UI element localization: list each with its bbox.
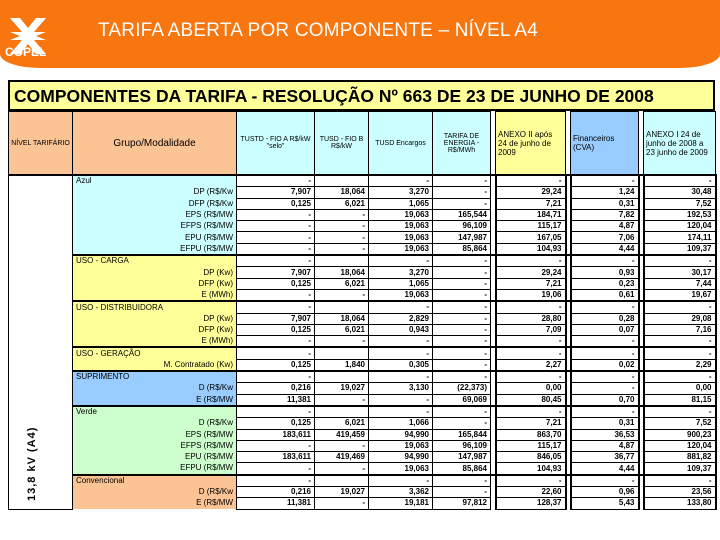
group-row — [9, 475, 716, 487]
value-cell: - — [571, 475, 639, 487]
modality-label: D (R$/Kw — [73, 487, 237, 498]
value-cell: - — [237, 255, 315, 267]
group-row — [9, 175, 716, 187]
value-cell: - — [315, 336, 369, 348]
value-cell: 0,93 — [571, 267, 639, 278]
value-cell: 19,063 — [369, 243, 433, 255]
value-cell: - — [433, 187, 491, 198]
value-cell: - — [315, 243, 369, 255]
value-cell: - — [571, 336, 639, 348]
value-cell: 19,06 — [496, 289, 566, 301]
value-cell: 19,027 — [315, 383, 369, 394]
value-cell: - — [571, 383, 639, 394]
value-cell: - — [571, 406, 639, 418]
value-cell: - — [571, 175, 639, 187]
value-cell: 0,70 — [571, 394, 639, 406]
header-anexo-i: ANEXO I 24 de junho de 2008 a 23 junho de 2009 — [644, 112, 716, 176]
modality-label: EFPS (R$/MW — [73, 221, 237, 232]
value-cell: 7,44 — [644, 278, 716, 289]
value-cell: 1,065 — [369, 278, 433, 289]
value-cell: 30,17 — [644, 267, 716, 278]
value-cell: - — [369, 371, 433, 383]
value-cell: 30,48 — [644, 187, 716, 198]
value-cell: 3,362 — [369, 487, 433, 498]
group-label: Azul — [73, 175, 237, 187]
value-cell: 19,67 — [644, 289, 716, 301]
value-cell: 0,125 — [237, 418, 315, 429]
table-row — [9, 463, 716, 475]
value-cell: - — [433, 267, 491, 278]
value-cell: 36,53 — [571, 429, 639, 440]
table-row — [9, 267, 716, 278]
value-cell: - — [315, 221, 369, 232]
value-cell: 28,80 — [496, 313, 566, 324]
value-cell: 115,17 — [496, 221, 566, 232]
header-grupo: Grupo/Modalidade — [73, 112, 237, 176]
value-cell: 120,04 — [644, 440, 716, 451]
table-row — [9, 324, 716, 335]
group-row — [9, 301, 716, 313]
value-cell: 85,864 — [433, 463, 491, 475]
value-cell: - — [433, 406, 491, 418]
value-cell — [315, 301, 369, 313]
value-cell: 0,96 — [571, 487, 639, 498]
value-cell: - — [369, 336, 433, 348]
value-cell: 0,02 — [571, 359, 639, 371]
modality-label: EFPU (R$/MW — [73, 463, 237, 475]
value-cell: 96,109 — [433, 221, 491, 232]
value-cell: 22,60 — [496, 487, 566, 498]
value-cell: 7,82 — [571, 209, 639, 220]
value-cell: - — [433, 175, 491, 187]
value-cell: 94,990 — [369, 429, 433, 440]
value-cell: 0,31 — [571, 198, 639, 209]
value-cell: 109,37 — [644, 463, 716, 475]
value-cell: - — [237, 232, 315, 243]
value-cell: 147,987 — [433, 232, 491, 243]
value-cell: - — [237, 336, 315, 348]
value-cell: 19,063 — [369, 463, 433, 475]
value-cell: 104,93 — [496, 243, 566, 255]
value-cell: 1,24 — [571, 187, 639, 198]
group-label: SUPRIMENTO — [73, 371, 237, 383]
value-cell: 863,70 — [496, 429, 566, 440]
value-cell: - — [237, 463, 315, 475]
value-cell: 7,52 — [644, 418, 716, 429]
header-tusd-fio-b: TUSD - FIO B R$/kW — [315, 112, 369, 176]
value-cell: - — [369, 347, 433, 359]
value-cell: 419,469 — [315, 452, 369, 463]
value-cell: 128,37 — [496, 498, 566, 509]
value-cell: 0,216 — [237, 487, 315, 498]
value-cell: 0,00 — [644, 383, 716, 394]
value-cell: 183,611 — [237, 452, 315, 463]
value-cell: - — [433, 289, 491, 301]
value-cell: 0,216 — [237, 383, 315, 394]
table-row — [9, 440, 716, 451]
value-cell — [315, 406, 369, 418]
group-row — [9, 371, 716, 383]
value-cell: 11,381 — [237, 498, 315, 509]
value-cell: 183,611 — [237, 429, 315, 440]
value-cell: - — [237, 301, 315, 313]
modality-label: EPS (R$/MW — [73, 209, 237, 220]
header-tustd: TUSTD - FIO A R$/kW "selo" — [237, 112, 315, 176]
value-cell: - — [644, 336, 716, 348]
value-cell: 0,00 — [496, 383, 566, 394]
value-cell: 419,459 — [315, 429, 369, 440]
value-cell: - — [571, 255, 639, 267]
value-cell: 7,16 — [644, 324, 716, 335]
value-cell: 7,21 — [496, 278, 566, 289]
table-row — [9, 418, 716, 429]
value-cell: - — [237, 243, 315, 255]
value-cell: - — [315, 289, 369, 301]
table-row — [9, 383, 716, 394]
value-cell: 29,24 — [496, 267, 566, 278]
value-cell: 6,021 — [315, 324, 369, 335]
table-body — [9, 175, 716, 509]
table-row — [9, 243, 716, 255]
value-cell: - — [433, 418, 491, 429]
value-cell: - — [644, 475, 716, 487]
tariff-table-container — [8, 80, 715, 510]
group-row — [9, 347, 716, 359]
value-cell: - — [315, 498, 369, 509]
value-cell: 109,37 — [644, 243, 716, 255]
header-tusd-encargos: TUSD Encargos — [369, 112, 433, 176]
modality-label: EPS (R$/MW — [73, 429, 237, 440]
value-cell: 36,77 — [571, 452, 639, 463]
value-cell: 7,21 — [496, 198, 566, 209]
value-cell: 0,61 — [571, 289, 639, 301]
value-cell: 2,27 — [496, 359, 566, 371]
value-cell: 3,270 — [369, 187, 433, 198]
group-label: Verde — [73, 406, 237, 418]
value-cell: 29,24 — [496, 187, 566, 198]
value-cell: - — [571, 347, 639, 359]
value-cell: 3,130 — [369, 383, 433, 394]
nivel-value: 13,8 kV (A4) — [26, 426, 38, 501]
value-cell: - — [237, 175, 315, 187]
value-cell: - — [644, 371, 716, 383]
value-cell: - — [496, 255, 566, 267]
table-row — [9, 359, 716, 371]
value-cell: - — [433, 255, 491, 267]
table-row — [9, 498, 716, 509]
value-cell: - — [315, 394, 369, 406]
table-row — [9, 394, 716, 406]
value-cell: 1,065 — [369, 198, 433, 209]
value-cell: 0,125 — [237, 198, 315, 209]
modality-label: DFP (R$/Kw — [73, 198, 237, 209]
value-cell: 2,29 — [644, 359, 716, 371]
value-cell: 29,08 — [644, 313, 716, 324]
value-cell: - — [315, 440, 369, 451]
group-label: Convencional — [73, 475, 237, 487]
value-cell: 120,04 — [644, 221, 716, 232]
value-cell: 80,45 — [496, 394, 566, 406]
table-row — [9, 278, 716, 289]
value-cell: 167,05 — [496, 232, 566, 243]
value-cell: - — [237, 221, 315, 232]
slide-title: TARIFA ABERTA POR COMPONENTE – NÍVEL A4 — [98, 20, 539, 41]
header-tarifa-energia: TARIFA DE ENERGIA - R$/MWh — [433, 112, 491, 176]
value-cell: 19,063 — [369, 289, 433, 301]
value-cell: 19,063 — [369, 209, 433, 220]
value-cell: 1,840 — [315, 359, 369, 371]
value-cell: - — [644, 301, 716, 313]
value-cell — [315, 475, 369, 487]
header-nivel: NÍVEL TARIFÁRIO — [9, 112, 73, 176]
value-cell: 900,23 — [644, 429, 716, 440]
table-row — [9, 429, 716, 440]
modality-label: E (R$/MW — [73, 498, 237, 509]
value-cell: - — [315, 209, 369, 220]
table-title: COMPONENTES DA TARIFA - RESOLUÇÃO Nº 663 DE 23 DE JUNHO DE 2008 — [8, 80, 715, 111]
value-cell: - — [496, 347, 566, 359]
nivel-cell — [9, 175, 73, 509]
value-cell: 19,063 — [369, 232, 433, 243]
value-cell: 165,844 — [433, 429, 491, 440]
table-row — [9, 289, 716, 301]
value-cell: 69,069 — [433, 394, 491, 406]
value-cell: 19,181 — [369, 498, 433, 509]
value-cell: 4,87 — [571, 221, 639, 232]
value-cell: 0,28 — [571, 313, 639, 324]
value-cell: 94,990 — [369, 452, 433, 463]
group-row — [9, 406, 716, 418]
group-label: USO - CARGA — [73, 255, 237, 267]
modality-label: EFPU (R$/MW — [73, 243, 237, 255]
value-cell: 7,907 — [237, 313, 315, 324]
modality-label: DP (R$/Kw — [73, 187, 237, 198]
value-cell — [315, 371, 369, 383]
tariff-table — [8, 111, 717, 510]
value-cell: 18,064 — [315, 267, 369, 278]
value-cell: 4,44 — [571, 463, 639, 475]
value-cell: - — [644, 406, 716, 418]
table-row — [9, 198, 716, 209]
value-cell: - — [433, 475, 491, 487]
group-label: USO - DISTRIBUIDORA — [73, 301, 237, 313]
value-cell: 104,93 — [496, 463, 566, 475]
header-financeiros: Financeiros (CVA) — [571, 112, 639, 176]
value-cell: - — [433, 324, 491, 335]
value-cell: - — [433, 347, 491, 359]
value-cell: - — [433, 371, 491, 383]
value-cell: - — [571, 301, 639, 313]
value-cell: 3,270 — [369, 267, 433, 278]
value-cell: - — [644, 175, 716, 187]
table-row — [9, 336, 716, 348]
modality-label: EPU (R$/MW — [73, 232, 237, 243]
modality-label: DFP (Kw) — [73, 324, 237, 335]
value-cell: 846,05 — [496, 452, 566, 463]
value-cell: 97,812 — [433, 498, 491, 509]
value-cell: 6,021 — [315, 418, 369, 429]
table-row — [9, 187, 716, 198]
value-cell: 85,864 — [433, 243, 491, 255]
value-cell: 23,56 — [644, 487, 716, 498]
value-cell: - — [496, 301, 566, 313]
value-cell: 0,23 — [571, 278, 639, 289]
modality-label: DP (Kw) — [73, 267, 237, 278]
value-cell — [315, 175, 369, 187]
value-cell: 0,31 — [571, 418, 639, 429]
value-cell: (22,373) — [433, 383, 491, 394]
slide-header — [0, 0, 720, 68]
modality-label: DP (Kw) — [73, 313, 237, 324]
value-cell: - — [369, 255, 433, 267]
value-cell: 0,125 — [237, 324, 315, 335]
value-cell: - — [496, 336, 566, 348]
value-cell: - — [496, 175, 566, 187]
value-cell: 6,021 — [315, 198, 369, 209]
value-cell: - — [369, 175, 433, 187]
value-cell: 7,52 — [644, 198, 716, 209]
value-cell: 0,125 — [237, 359, 315, 371]
value-cell: - — [433, 198, 491, 209]
value-cell: 7,09 — [496, 324, 566, 335]
value-cell: - — [237, 209, 315, 220]
value-cell: 7,06 — [571, 232, 639, 243]
value-cell: 19,063 — [369, 440, 433, 451]
value-cell: 1,066 — [369, 418, 433, 429]
table-row — [9, 487, 716, 498]
value-cell: 174,11 — [644, 232, 716, 243]
value-cell: 7,907 — [237, 267, 315, 278]
modality-label: EFPS (R$/MW — [73, 440, 237, 451]
value-cell: - — [433, 336, 491, 348]
value-cell: - — [433, 359, 491, 371]
value-cell: - — [433, 301, 491, 313]
value-cell: 133,80 — [644, 498, 716, 509]
value-cell: - — [433, 278, 491, 289]
value-cell: 0,305 — [369, 359, 433, 371]
value-cell: - — [315, 232, 369, 243]
value-cell: - — [644, 347, 716, 359]
modality-label: D (R$/Kw — [73, 383, 237, 394]
value-cell: - — [433, 313, 491, 324]
value-cell: 18,064 — [315, 187, 369, 198]
header-anexo-ii: ANEXO II após 24 de junho de 2009 — [496, 112, 566, 176]
value-cell: - — [369, 394, 433, 406]
value-cell: - — [644, 255, 716, 267]
value-cell: - — [237, 440, 315, 451]
value-cell: 4,44 — [571, 243, 639, 255]
value-cell: 192,53 — [644, 209, 716, 220]
modality-label: E (R$/MW — [73, 394, 237, 406]
value-cell: - — [237, 371, 315, 383]
value-cell: - — [496, 406, 566, 418]
value-cell: 881,82 — [644, 452, 716, 463]
value-cell: 19,063 — [369, 221, 433, 232]
value-cell: - — [369, 475, 433, 487]
value-cell: 0,07 — [571, 324, 639, 335]
value-cell: 165,544 — [433, 209, 491, 220]
value-cell: - — [496, 475, 566, 487]
value-cell — [315, 347, 369, 359]
value-cell: - — [315, 463, 369, 475]
group-row — [9, 255, 716, 267]
table-row — [9, 232, 716, 243]
value-cell: 81,15 — [644, 394, 716, 406]
value-cell: 0,943 — [369, 324, 433, 335]
table-row — [9, 209, 716, 220]
table-row — [9, 313, 716, 324]
value-cell: 5,43 — [571, 498, 639, 509]
value-cell: - — [433, 487, 491, 498]
table-row — [9, 221, 716, 232]
value-cell: 96,109 — [433, 440, 491, 451]
value-cell: 2,829 — [369, 313, 433, 324]
value-cell: - — [237, 475, 315, 487]
value-cell — [315, 255, 369, 267]
value-cell: 6,021 — [315, 278, 369, 289]
modality-label: D (R$/Kw — [73, 418, 237, 429]
value-cell: - — [237, 289, 315, 301]
modality-label: M. Contratado (Kw) — [73, 359, 237, 371]
value-cell: 115,17 — [496, 440, 566, 451]
value-cell: 11,381 — [237, 394, 315, 406]
value-cell: 7,907 — [237, 187, 315, 198]
value-cell: 18,064 — [315, 313, 369, 324]
logo-text: COPEL — [5, 45, 47, 59]
table-row — [9, 452, 716, 463]
value-cell: 19,027 — [315, 487, 369, 498]
value-cell: - — [369, 301, 433, 313]
value-cell: 184,71 — [496, 209, 566, 220]
value-cell: 0,125 — [237, 278, 315, 289]
modality-label: E (MWh) — [73, 289, 237, 301]
value-cell: 7,21 — [496, 418, 566, 429]
modality-label: E (MWh) — [73, 336, 237, 348]
value-cell: 4,87 — [571, 440, 639, 451]
value-cell: - — [237, 406, 315, 418]
value-cell: - — [571, 371, 639, 383]
modality-label: EPU (R$/MW — [73, 452, 237, 463]
value-cell: - — [496, 371, 566, 383]
value-cell: - — [369, 406, 433, 418]
value-cell: 147,987 — [433, 452, 491, 463]
group-label: USO - GERAÇÃO — [73, 347, 237, 359]
value-cell: - — [237, 347, 315, 359]
modality-label: DFP (Kw) — [73, 278, 237, 289]
